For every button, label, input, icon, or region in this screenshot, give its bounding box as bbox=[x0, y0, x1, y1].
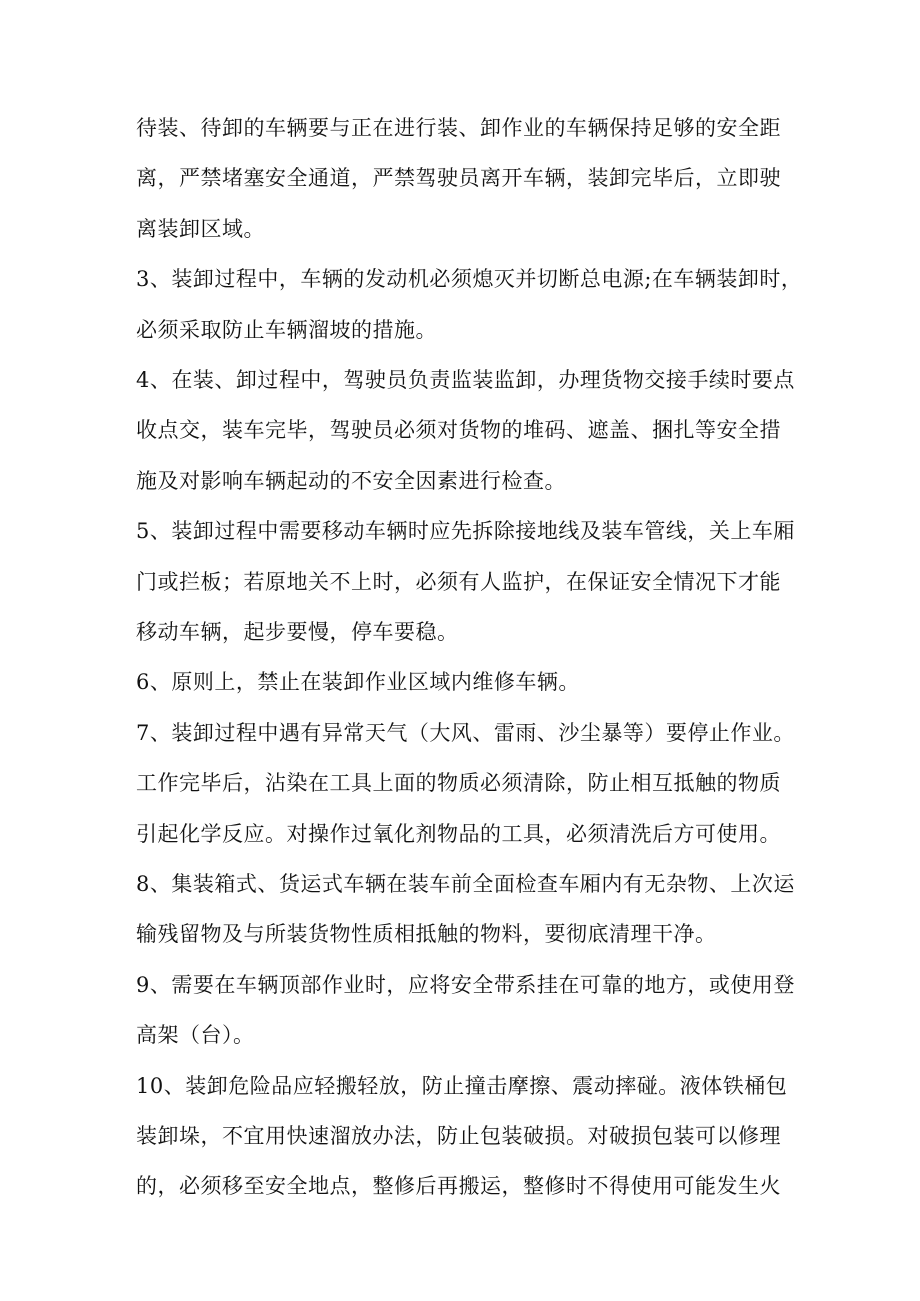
text-line: 10、装卸危险品应轻搬轻放，防止撞击摩擦、震动摔碰。液体铁桶包 bbox=[136, 1073, 788, 1098]
text-line: 工作完毕后，沾染在工具上面的物质必须清除，防止相互抵触的物质 bbox=[136, 771, 781, 796]
text-line: 门或拦板；若原地关不上时，必须有人监护，在保证安全情况下才能 bbox=[136, 569, 781, 594]
text-line: 7、装卸过程中遇有异常天气（大风、雷雨、沙尘暴等）要停止作业。 bbox=[136, 720, 795, 745]
text-line: 离装卸区域。 bbox=[136, 216, 265, 241]
text-line: 收点交，装车完毕，驾驶员必须对货物的堆码、遮盖、捆扎等安全措 bbox=[136, 418, 781, 443]
text-line: 施及对影响车辆起动的不安全因素进行检查。 bbox=[136, 468, 566, 493]
text-line: 离，严禁堵塞安全通道，严禁驾驶员离开车辆，装卸完毕后，立即驶 bbox=[136, 166, 781, 191]
text-line: 装卸垛，不宜用快速溜放办法，防止包装破损。对破损包装可以修理 bbox=[136, 1124, 781, 1148]
text-line: 8、集装箱式、货运式车辆在装车前全面检查车厢内有无杂物、上次运 bbox=[136, 872, 795, 896]
text-line: 6、原则上，禁止在装卸作业区域内维修车辆。 bbox=[136, 670, 580, 695]
text-line: 高架（台）。 bbox=[136, 1023, 255, 1048]
text-line: 必须采取防止车辆溜坡的措施。 bbox=[136, 317, 437, 342]
text-line: 待装、待卸的车辆要与正在进行装、卸作业的车辆保持足够的安全距 bbox=[136, 116, 781, 140]
text-line: 4、在装、卸过程中，驾驶员负责监装监卸，办理货物交接手续时要点 bbox=[136, 368, 795, 392]
text-line: 3、装卸过程中，车辆的发动机必须熄灭并切断总电源;在车辆装卸时， bbox=[136, 267, 803, 292]
text-line: 9、需要在车辆顶部作业时，应将安全带系挂在可靠的地方，或使用登 bbox=[136, 972, 795, 997]
text-line: 移动车辆，起步要慢，停车要稳。 bbox=[136, 620, 459, 644]
text-line: 引起化学反应。对操作过氧化剂物品的工具，必须清洗后方可使用。 bbox=[136, 821, 781, 846]
text-line: 输残留物及与所装货物性质相抵触的物料，要彻底清理干净。 bbox=[136, 922, 717, 947]
text-line: 的，必须移至安全地点，整修后再搬运，整修时不得使用可能发生火 bbox=[136, 1174, 781, 1199]
document-body bbox=[136, 110, 803, 1219]
text-line: 5、装卸过程中需要移动车辆时应先拆除接地线及装车管线，关上车厢 bbox=[136, 519, 795, 544]
